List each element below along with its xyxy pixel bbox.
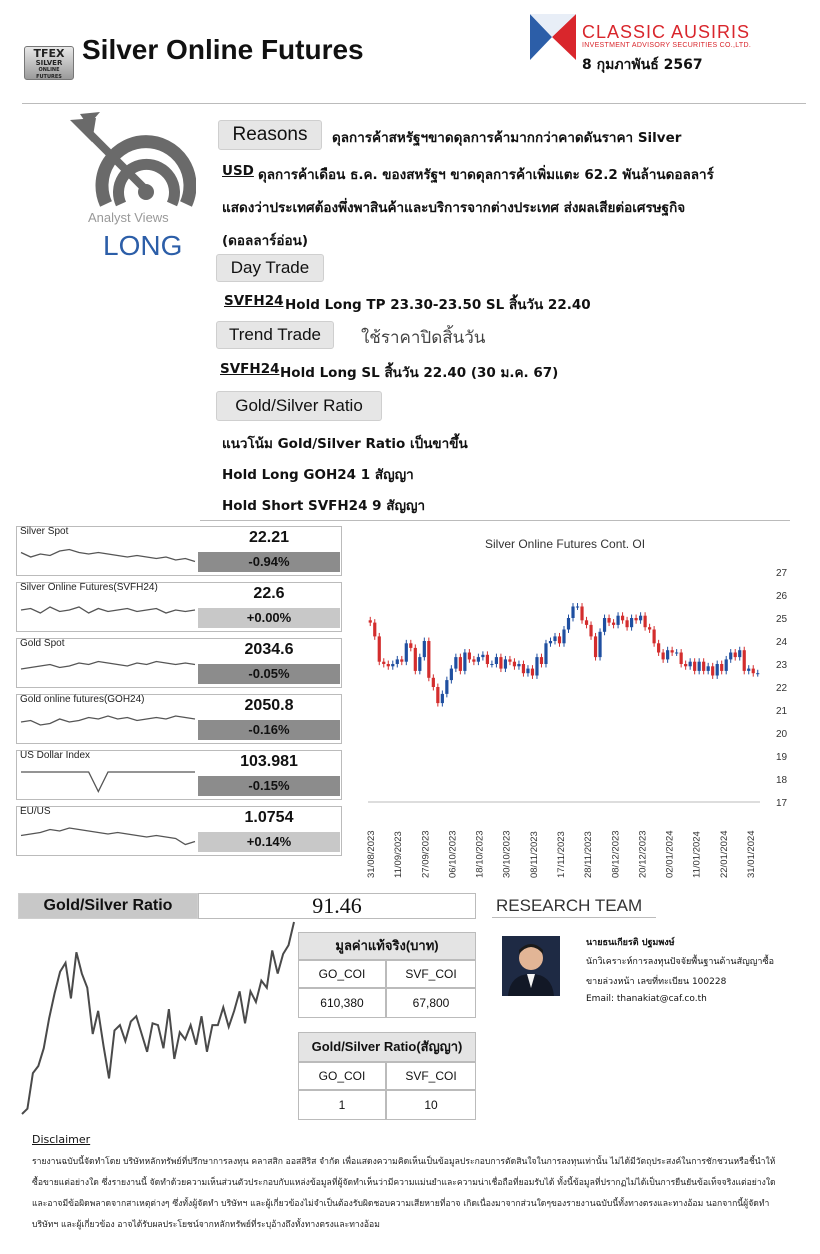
candle-body <box>373 623 376 637</box>
sparkline-path <box>21 607 195 613</box>
candle-body <box>585 620 588 625</box>
candle-body <box>544 643 547 664</box>
ratio-panel-value: 91.46 <box>198 893 476 919</box>
x-tick-label: 17/11/2023 <box>556 831 567 878</box>
candle-body <box>387 664 390 666</box>
candle-body <box>607 618 610 623</box>
x-tick-label: 08/12/2023 <box>610 830 622 878</box>
x-tick-label: 02/01/2024 <box>664 830 676 878</box>
candle-body <box>616 616 619 625</box>
x-tick-label: 20/12/2023 <box>637 830 649 878</box>
tfex-logo-line1: TFEX <box>33 47 65 60</box>
candle-body <box>567 618 570 630</box>
candle-body <box>418 657 421 671</box>
candle-body <box>490 664 493 665</box>
real-value-table-title: มูลค่าแท้จริง(บาท) <box>298 932 476 960</box>
candle-body <box>558 636 561 643</box>
candle-body <box>662 653 665 660</box>
candle-body <box>603 618 606 632</box>
reasons-line-3: แสดงว่าประเทศต้องพึ่งพาสินค้าและบริการจากต่างประเทศ ส่งผลเสียต่อเศรษฐกิจ <box>222 200 686 216</box>
x-tick-label: 18/10/2023 <box>474 830 486 878</box>
trend-trade-text: Hold Long SL สิ้นวัน 22.40 (30 ม.ค. 67) <box>280 365 559 381</box>
x-tick-label: 22/01/2024 <box>718 830 730 878</box>
candle-body <box>684 664 687 666</box>
chart-title: Silver Online Futures Cont. OI <box>485 537 646 551</box>
market-change: +0.00% <box>198 608 340 628</box>
reasons-line-2: ดุลการค้าเดือน ธ.ค. ของสหรัฐฯ ขาดดุลการค้าเพิ่มแตะ 62.2 พันล้านดอลลาร์ <box>258 167 714 183</box>
candle-body <box>540 657 543 664</box>
trend-trade-symbol: SVFH24 <box>220 361 280 377</box>
market-sparkline <box>20 594 196 626</box>
candle-body <box>716 664 719 676</box>
sparkline-path <box>21 716 195 725</box>
ratio-line-chart <box>18 918 298 1118</box>
market-name: US Dollar Index <box>20 750 91 761</box>
candle-body <box>463 653 466 671</box>
reasons-label: Reasons <box>218 120 322 150</box>
contracts-header-go: GO_COI <box>298 1062 386 1090</box>
y-tick-label: 19 <box>776 752 788 763</box>
candle-body <box>571 607 574 619</box>
candle-body <box>702 662 705 671</box>
x-tick-label: 31/08/2023 <box>366 830 377 878</box>
candle-body <box>423 641 426 657</box>
x-tick-label: 31/01/2024 <box>746 830 757 878</box>
analyst-role: นักวิเคราะห์การลงทุนปัจจัยพื้นฐานด้านสัญญาซื้อ <box>586 957 774 967</box>
market-value: 2050.8 <box>244 697 294 714</box>
candle-body <box>405 643 408 661</box>
y-tick-label: 22 <box>776 683 788 694</box>
y-tick-label: 24 <box>776 637 788 648</box>
market-sparkline <box>20 818 196 850</box>
market-name: EU/US <box>20 806 51 817</box>
ratio-line-2: Hold Long GOH24 1 สัญญา <box>222 467 414 483</box>
ratio-panel-label: Gold/Silver Ratio <box>18 893 198 919</box>
candle-body <box>747 669 750 671</box>
sparkline-path <box>21 662 195 670</box>
candle-body <box>612 623 615 625</box>
y-tick-label: 25 <box>776 614 788 625</box>
candle-body <box>445 680 448 694</box>
candle-body <box>549 641 552 643</box>
candle-body <box>382 662 385 664</box>
market-name: Gold Spot <box>20 638 65 649</box>
market-name: Silver Online Futures(SVFH24) <box>20 582 158 593</box>
trend-trade-label: Trend Trade <box>216 321 334 349</box>
candle-body <box>729 653 732 660</box>
candle-body <box>734 653 737 658</box>
candle-body <box>580 607 583 621</box>
section-divider <box>200 520 790 521</box>
market-sparkline <box>20 538 196 570</box>
x-tick-label: 27/09/2023 <box>420 830 432 878</box>
candle-body <box>756 673 759 674</box>
candle-body <box>472 659 475 661</box>
candle-body <box>427 641 430 678</box>
candle-body <box>634 618 637 620</box>
y-tick-label: 17 <box>776 798 788 809</box>
market-name: Silver Spot <box>20 526 69 537</box>
reasons-usd: USD <box>222 163 254 179</box>
analyst-view-value: LONG <box>103 230 183 261</box>
header-divider <box>22 103 806 104</box>
candle-body <box>621 616 624 621</box>
candle-body <box>625 620 628 627</box>
silver-futures-candle-chart <box>352 556 792 886</box>
market-change: -0.15% <box>198 776 340 796</box>
analyst-name: นายธนเกียรติ ปฐมพงษ์ <box>586 938 675 948</box>
candle-body <box>680 653 683 665</box>
y-tick-label: 27 <box>776 568 788 579</box>
candle-body <box>432 678 435 687</box>
candle-body <box>689 662 692 667</box>
candle-body <box>378 636 381 661</box>
candle-body <box>477 657 480 662</box>
candle-body <box>522 664 525 673</box>
y-tick-label: 21 <box>776 706 788 717</box>
candle-body <box>481 655 484 657</box>
day-trade-symbol: SVFH24 <box>224 293 284 309</box>
disclaimer-text: รายงานฉบับนี้จัดทำโดย บริษัทหลักทรัพย์ที่ปรึกษาการลงทุน คลาสสิก ออสสิริส จำกัด เพื่อแสดงความคิดเห็นเป็นข้อมูลประกอบการตัดสินใจในการลงทุนเท่านั้น ไม่ได้มีวัตถุประสงค์ในการชักชวนหรือชี้นำให้ซื้อขายแต่อย่างใด ซึ่งรายงานนี้ จัดทำด้วยความเห็นส่วนตัวประกอบกับแหล่งข้อมูลที่ผู้จัดทำเห็นว่ามีความแม่นยำและความน่าเชื่อถือที่ยอมรับได้ ทั้งนี้ข้อมูลที่ปรากฏไม่ได้เป็นการยืนยันข้อเท็จจริงแต่อย่างใดและอาจมีข้อผิดพลาดจากสาเหตุต่างๆ ซึ่งทั้งผู้จัดทำ บริษัทฯ และผู้เกี่ยวข้องไม่จำเป็นต้องรับผิดชอบความเสียหายที่อาจ เกิดเนื่องมาจากส่วนใดๆของรายงานฉบับนี้ทั้งทางตรงและทางอ้อม นอกจากนี้ผู้จัดทำ บริษัทฯ และผู้เกี่ยวข้อง อาจได้รับผลประโยชน์จากหลักทรัพย์ที่ระบุอ้างถึงทั้งทางตรงและทางอ้อม <box>32 1157 776 1230</box>
real-value-header-svf: SVF_COI <box>386 960 476 988</box>
candle-body <box>409 643 412 648</box>
target-arrow-icon <box>66 112 196 212</box>
real-value-go: 610,380 <box>298 988 386 1018</box>
candle-body <box>598 632 601 657</box>
reasons-line-4: (ดอลลาร์อ่อน) <box>222 233 309 249</box>
candle-body <box>594 636 597 657</box>
candle-body <box>707 666 710 671</box>
market-value: 22.21 <box>248 529 290 546</box>
y-tick-label: 20 <box>776 729 788 740</box>
candle-body <box>576 607 579 608</box>
candle-body <box>589 625 592 637</box>
candle-body <box>517 664 520 666</box>
tfex-logo-line3: ONLINE FUTURES <box>36 67 62 80</box>
report-date: 8 กุมภาพันธ์ 2567 <box>582 57 703 73</box>
y-tick-label: 18 <box>776 775 788 786</box>
candle-body <box>400 659 403 661</box>
candle-body <box>531 669 534 676</box>
sparkline-path <box>21 828 195 845</box>
candle-body <box>698 662 701 671</box>
ratio-line-3: Hold Short SVFH24 9 สัญญา <box>222 498 426 514</box>
candle-body <box>743 650 746 671</box>
market-sparkline <box>20 706 196 738</box>
candle-body <box>508 659 511 661</box>
market-value: 103.981 <box>240 753 298 770</box>
candle-body <box>738 650 741 657</box>
x-tick-label: 08/11/2023 <box>528 831 540 878</box>
x-tick-label: 11/01/2024 <box>691 831 703 878</box>
brand-tagline: INVESTMENT ADVISORY SECURITIES CO.,LTD. <box>582 42 752 49</box>
candle-body <box>459 657 462 671</box>
candle-body <box>648 627 651 629</box>
candle-body <box>436 687 439 703</box>
market-change: +0.14% <box>198 832 340 852</box>
analyst-email: Email: thanakiat@caf.co.th <box>586 994 707 1004</box>
candle-body <box>468 653 471 660</box>
candle-body <box>454 657 457 669</box>
y-tick-label: 26 <box>776 591 788 602</box>
x-tick-label: 06/10/2023 <box>447 830 459 878</box>
candle-body <box>720 664 723 671</box>
real-value-svf: 67,800 <box>386 988 476 1018</box>
candle-body <box>657 643 660 652</box>
candle-body <box>671 650 674 652</box>
real-value-header-go: GO_COI <box>298 960 386 988</box>
analyst-views-label: Analyst Views <box>88 210 169 225</box>
x-tick-label: 28/11/2023 <box>583 831 595 878</box>
sparkline-path <box>21 772 195 792</box>
candle-body <box>630 618 633 627</box>
candle-body <box>675 653 678 654</box>
market-sparkline <box>20 762 196 794</box>
trend-trade-note: ใช้ราคาปิดสิ้นวัน <box>361 328 486 348</box>
day-trade-text: Hold Long TP 23.30-23.50 SL สิ้นวัน 22.40 <box>285 297 591 313</box>
y-tick-label: 23 <box>776 660 788 671</box>
ratio-line-1: แนวโน้ม Gold/Silver Ratio เป็นขาขึ้น <box>222 436 468 452</box>
candle-body <box>725 659 728 671</box>
reasons-line-1: ดุลการค้าสหรัฐฯขาดดุลการค้ามากกว่าคาดดันราคา Silver <box>332 130 682 146</box>
candle-body <box>414 648 417 671</box>
candle-body <box>666 650 669 659</box>
x-tick-label: 11/09/2023 <box>393 831 405 878</box>
candle-body <box>711 666 714 675</box>
research-divider <box>492 917 656 918</box>
contracts-header-svf: SVF_COI <box>386 1062 476 1090</box>
research-team-heading: RESEARCH TEAM <box>496 896 643 915</box>
market-value: 1.0754 <box>244 809 294 826</box>
market-change: -0.16% <box>198 720 340 740</box>
analyst-license: ขายล่วงหน้า เลขที่ทะเบียน 100228 <box>586 977 727 987</box>
market-sparkline <box>20 650 196 682</box>
candle-body <box>450 669 453 681</box>
market-name: Gold online futures(GOH24) <box>20 694 145 705</box>
market-change: -0.94% <box>198 552 340 572</box>
brand-logo-icon <box>528 12 578 62</box>
contracts-svf: 10 <box>386 1090 476 1120</box>
market-value: 2034.6 <box>244 641 294 658</box>
candle-body <box>499 657 502 669</box>
candle-body <box>391 664 394 666</box>
analyst-avatar <box>502 936 560 996</box>
market-value: 22.6 <box>253 585 285 602</box>
candle-body <box>653 630 656 644</box>
tfex-logo <box>24 46 74 80</box>
candle-body <box>504 659 507 668</box>
candle-body <box>693 662 696 671</box>
page-title: Silver Online Futures <box>82 34 364 65</box>
sparkline-path <box>21 550 195 562</box>
candle-body <box>535 657 538 675</box>
candle-body <box>526 669 529 674</box>
day-trade-label: Day Trade <box>216 254 324 282</box>
candle-body <box>495 657 498 664</box>
candle-body <box>644 616 647 628</box>
tfex-logo-line2: SILVER <box>35 59 63 67</box>
brand-name: CLASSIC AUSIRIS <box>582 22 751 42</box>
market-change: -0.05% <box>198 664 340 684</box>
candle-body <box>441 694 444 703</box>
ratio-series-line <box>22 922 294 1114</box>
contracts-table-title: Gold/Silver Ratio(สัญญา) <box>298 1032 476 1062</box>
gold-silver-ratio-label: Gold/Silver Ratio <box>216 391 382 421</box>
candle-body <box>396 659 399 664</box>
candle-body <box>486 655 489 664</box>
candle-body <box>562 630 565 644</box>
candle-body <box>369 620 372 622</box>
x-tick-label: 30/10/2023 <box>501 830 513 878</box>
disclaimer-title: Disclaimer <box>32 1133 91 1146</box>
candle-body <box>752 669 755 674</box>
candle-body <box>553 636 556 641</box>
candle-body <box>513 662 516 667</box>
contracts-go: 1 <box>298 1090 386 1120</box>
candle-body <box>639 616 642 621</box>
